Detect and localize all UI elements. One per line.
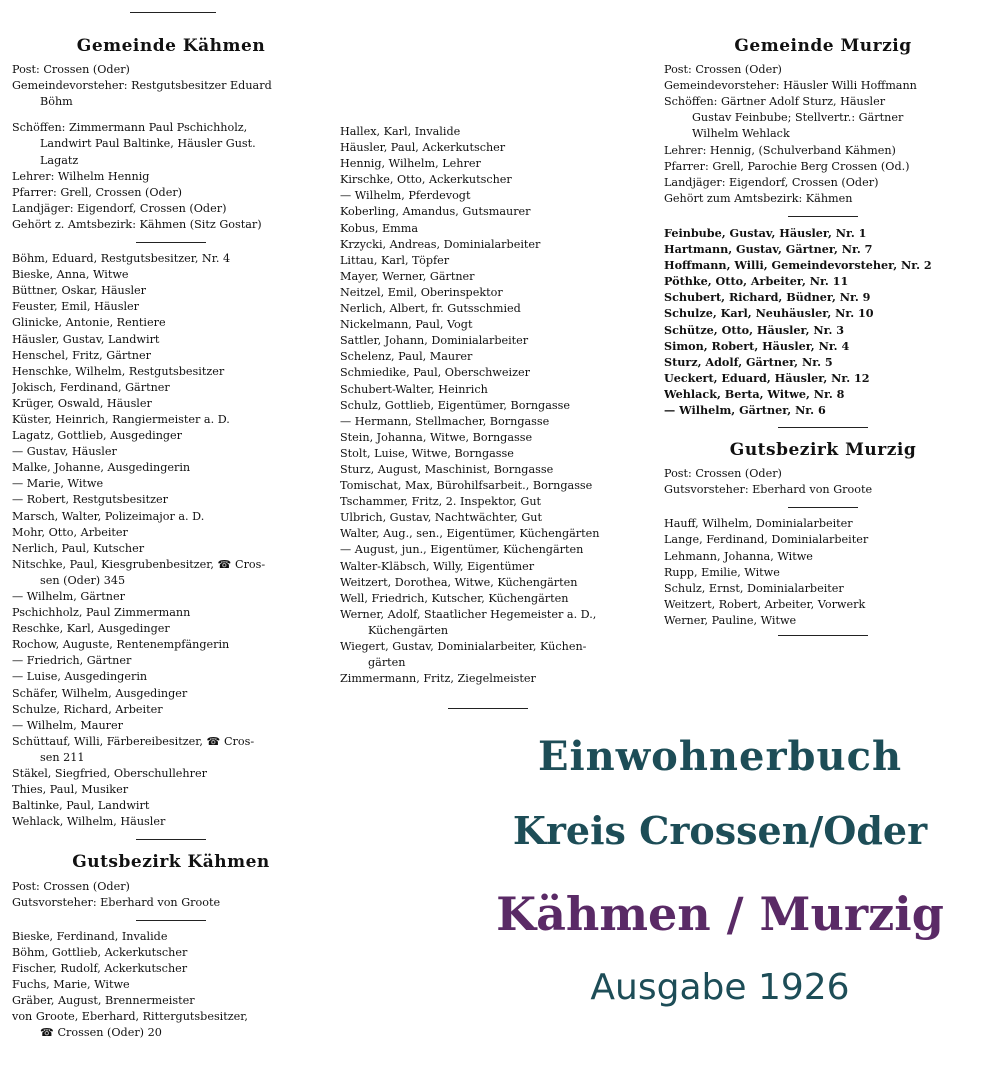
resident-entry: Nickelmann, Paul, Vogt (340, 318, 473, 332)
resident-entry: Nerlich, Albert, fr. Gutsschmied (340, 302, 521, 316)
divider (778, 427, 868, 428)
resident-entry: Simon, Robert, Häusler, Nr. 4 (664, 338, 850, 353)
resident-entry: Schulze, Richard, Arbeiter (12, 702, 163, 716)
resident-entry: Kirschke, Otto, Ackerkutscher (340, 173, 512, 187)
resident-entry: Ulbrich, Gustav, Nachtwächter, Gut (340, 511, 542, 525)
murzig-amtsbezirk: Gehört zum Amtsbezirk: Kähmen (664, 191, 853, 205)
resident-entry: Lagatz, Gottlieb, Ausgedinger (12, 429, 183, 443)
kaehmen-pfarrer: Pfarrer: Grell, Crossen (Oder) (12, 185, 183, 199)
resident-entry: Sattler, Johann, Dominialarbeiter (340, 334, 529, 348)
title-kreis: Kreis Crossen/Oder (512, 808, 928, 853)
title-block (470, 722, 970, 1018)
resident-entry: Malke, Johanne, Ausgedingerin (12, 461, 191, 475)
resident-entry: Pöthke, Otto, Arbeiter, Nr. 11 (664, 274, 849, 289)
divider (778, 635, 868, 636)
kaehmen-landjaeger: Landjäger: Eigendorf, Crossen (Oder) (12, 201, 227, 215)
resident-entry: Schütze, Otto, Häusler, Nr. 3 (664, 322, 845, 337)
resident-entry: Hauff, Wilhelm, Dominialarbeiter (664, 517, 853, 531)
resident-entry: Schelenz, Paul, Maurer (340, 350, 473, 364)
resident-entry: Sturz, August, Maschinist, Borngasse (340, 462, 554, 476)
resident-entry: Schmiedike, Paul, Oberschweizer (340, 366, 530, 380)
resident-entry: Schäfer, Wilhelm, Ausgedinger (12, 686, 188, 700)
gutsbezirk-murzig-residents (664, 516, 982, 629)
resident-entry: Rochow, Auguste, Rentenempfängerin (12, 638, 230, 652)
murzig-schoeffen-cont: Gustav Feinbube; Stellvertr.: Gärtner (692, 111, 904, 125)
murzig-post: Post: Crossen (Oder) (664, 63, 782, 77)
heading-gutsbezirk-kaehmen: Gutsbezirk Kähmen (72, 852, 270, 873)
kaehmen-lehrer: Lehrer: Wilhelm Hennig (12, 169, 150, 183)
resident-entry: — Gustav, Häusler (12, 445, 117, 459)
resident-entry: Feuster, Emil, Häusler (12, 300, 140, 314)
resident-entry-cont: gärten (368, 656, 406, 670)
divider (136, 242, 206, 243)
kaehmen-schoeffen: Schöffen: Zimmermann Paul Pschichholz, (12, 121, 248, 135)
heading-gemeinde-murzig: Gemeinde Murzig (734, 36, 912, 56)
resident-entry: Hallex, Karl, Invalide (340, 125, 461, 138)
resident-entry: — Hermann, Stellmacher, Borngasse (340, 414, 550, 428)
resident-entry: Küster, Heinrich, Rangiermeister a. D. (12, 412, 230, 426)
murzig-lehrer: Lehrer: Hennig, (Schulverband Kähmen) (664, 143, 896, 157)
resident-entry: Hoffmann, Willi, Gemeindevorsteher, Nr. 2 (664, 258, 932, 273)
divider (448, 708, 528, 709)
kaehmen-vorsteher: Gemeindevorsteher: Restgutsbesitzer Eduard (12, 79, 272, 93)
kaehmen-amtsbezirk: Gehört z. Amtsbezirk: Kähmen (Sitz Gostar) (12, 217, 262, 231)
title-einwohnerbuch: Einwohnerbuch (537, 733, 903, 780)
resident-entry: Stolt, Luise, Witwe, Borngasse (340, 446, 514, 460)
spacer (12, 110, 330, 120)
murzig-landjaeger: Landjäger: Eigendorf, Crossen (Oder) (664, 175, 879, 189)
murzig-schoeffen: Schöffen: Gärtner Adolf Sturz, Häusler (664, 95, 886, 109)
resident-entry: Schubert-Walter, Heinrich (340, 382, 488, 396)
resident-entry: Littau, Karl, Töpfer (340, 253, 450, 267)
resident-entry: Fischer, Rudolf, Ackerkutscher (12, 961, 188, 975)
resident-entry: Weitzert, Robert, Arbeiter, Vorwerk (664, 597, 866, 611)
gutsbezirk-murzig-vorsteher: Gutsvorsteher: Eberhard von Groote (664, 483, 873, 497)
divider (788, 216, 858, 217)
resident-entry: Neitzel, Emil, Oberinspektor (340, 285, 503, 299)
divider (136, 839, 206, 840)
resident-entry-cont: sen (Oder) 345 (40, 573, 126, 587)
resident-entry: — Luise, Ausgedingerin (12, 670, 148, 684)
resident-entry: — Wilhelm, Pferdevogt (340, 189, 471, 203)
resident-entry: Thies, Paul, Musiker (12, 783, 129, 797)
resident-entry: Werner, Adolf, Staatlicher Hegemeister a. D., (340, 607, 597, 621)
gutsbezirk-kaehmen-post: Post: Crossen (Oder) (12, 879, 130, 893)
gutsbezirk-kaehmen-residents (12, 929, 330, 1042)
resident-entry: — Wilhelm, Gärtner (12, 590, 125, 603)
resident-entry: Krzycki, Andreas, Dominialarbeiter (340, 237, 541, 251)
kaehmen-schoeffen-cont2: Lagatz (40, 153, 79, 167)
resident-entry: Schulz, Gottlieb, Eigentümer, Borngasse (340, 398, 570, 412)
resident-entry: Ueckert, Eduard, Häusler, Nr. 12 (664, 370, 870, 385)
murzig-header (664, 62, 982, 207)
column-right (664, 34, 982, 644)
resident-entry: Jokisch, Ferdinand, Gärtner (12, 380, 170, 394)
resident-entry: Lehmann, Johanna, Witwe (664, 549, 813, 563)
kaehmen-post: Post: Crossen (Oder) (12, 63, 130, 77)
resident-entry: Lange, Ferdinand, Dominialarbeiter (664, 533, 869, 547)
resident-entry: Krüger, Oswald, Häusler (12, 396, 152, 410)
resident-entry: Wehlack, Wilhelm, Häusler (12, 815, 166, 829)
column-middle (340, 124, 640, 687)
resident-entry: — Robert, Restgutsbesitzer (12, 493, 168, 507)
murzig-residents (664, 225, 982, 418)
resident-entry: Sturz, Adolf, Gärtner, Nr. 5 (664, 354, 833, 369)
kaehmen-residents (12, 251, 330, 830)
resident-entry: Werner, Pauline, Witwe (664, 613, 797, 627)
murzig-pfarrer: Pfarrer: Grell, Parochie Berg Crossen (Od.) (664, 159, 910, 173)
resident-entry: Gräber, August, Brennermeister (12, 994, 195, 1008)
resident-entry: Glinicke, Antonie, Rentiere (12, 316, 166, 330)
column-left (12, 34, 330, 1041)
resident-entry: Mohr, Otto, Arbeiter (12, 525, 128, 539)
divider (788, 507, 858, 508)
resident-entry-cont: ☎ Crossen (Oder) 20 (40, 1026, 162, 1040)
top-rule (130, 12, 216, 13)
resident-entry: Büttner, Oskar, Häusler (12, 284, 146, 298)
murzig-vorsteher: Gemeindevorsteher: Häusler Willi Hoffmann (664, 79, 917, 93)
resident-entry: — August, jun., Eigentümer, Küchengärten (340, 543, 584, 557)
resident-entry: Nerlich, Paul, Kutscher (12, 541, 145, 555)
resident-entry: Tschammer, Fritz, 2. Inspektor, Gut (340, 495, 542, 509)
resident-entry: Mayer, Werner, Gärtner (340, 269, 475, 283)
divider (136, 920, 206, 921)
gutsbezirk-kaehmen-header (12, 879, 330, 911)
gutsbezirk-murzig-header (664, 466, 982, 498)
kaehmen-header (12, 62, 330, 233)
resident-entry: Fuchs, Marie, Witwe (12, 977, 130, 991)
resident-entry: Well, Friedrich, Kutscher, Küchengärten (340, 591, 569, 605)
resident-entry: — Marie, Witwe (12, 477, 104, 491)
resident-entry: — Wilhelm, Maurer (12, 718, 123, 732)
resident-entry: Böhm, Eduard, Restgutsbesitzer, Nr. 4 (12, 252, 231, 266)
resident-entry: Hartmann, Gustav, Gärtner, Nr. 7 (664, 242, 873, 257)
resident-entry: Wiegert, Gustav, Dominialarbeiter, Küchen- (340, 640, 587, 653)
resident-entry: Koberling, Amandus, Gutsmaurer (340, 205, 531, 219)
resident-entry: — Wilhelm, Gärtner, Nr. 6 (664, 402, 826, 417)
resident-entry: Wehlack, Berta, Witwe, Nr. 8 (664, 386, 845, 401)
resident-entry: Baltinke, Paul, Landwirt (12, 799, 150, 813)
kaehmen-vorsteher-cont: Böhm (40, 95, 73, 109)
murzig-schoeffen-cont2: Wilhelm Wehlack (692, 127, 790, 141)
resident-entry: Walter-Kläbsch, Willy, Eigentümer (340, 559, 535, 573)
resident-entry: Kobus, Emma (340, 221, 419, 235)
resident-entry-cont: Küchengärten (368, 623, 449, 637)
resident-entry: Zimmermann, Fritz, Ziegelmeister (340, 672, 536, 686)
resident-entry: Schulz, Ernst, Dominialarbeiter (664, 581, 844, 595)
resident-entry: Bieske, Ferdinand, Invalide (12, 929, 168, 943)
resident-entry: Schüttauf, Willi, Färbereibesitzer, ☎ Cros- (12, 734, 255, 748)
resident-entry: Stein, Johanna, Witwe, Borngasse (340, 430, 533, 444)
resident-entry: Feinbube, Gustav, Häusler, Nr. 1 (664, 225, 867, 240)
resident-entry: — Friedrich, Gärtner (12, 654, 132, 668)
resident-entry: Weitzert, Dorothea, Witwe, Küchengärten (340, 575, 578, 589)
resident-entry: Hennig, Wilhelm, Lehrer (340, 157, 481, 171)
heading-gemeinde-kaehmen: Gemeinde Kähmen (76, 36, 266, 56)
title-edition: Ausgabe 1926 (590, 967, 850, 1008)
gutsbezirk-kaehmen-vorsteher: Gutsvorsteher: Eberhard von Groote (12, 895, 221, 909)
resident-entry-cont: sen 211 (40, 750, 85, 764)
resident-entry: von Groote, Eberhard, Rittergutsbesitzer, (12, 1010, 248, 1024)
resident-entry: Henschel, Fritz, Gärtner (12, 348, 151, 362)
resident-entry: Böhm, Gottlieb, Ackerkutscher (12, 945, 188, 959)
title-places: Kähmen / Murzig (496, 887, 944, 941)
gutsbezirk-murzig-post: Post: Crossen (Oder) (664, 467, 782, 481)
heading-gutsbezirk-murzig: Gutsbezirk Murzig (729, 440, 917, 461)
resident-entry: Schulze, Karl, Neuhäusler, Nr. 10 (664, 306, 874, 321)
resident-entry: Reschke, Karl, Ausgedinger (12, 622, 170, 636)
resident-entry: Marsch, Walter, Polizeimajor a. D. (12, 509, 205, 523)
resident-entry: Stäkel, Siegfried, Oberschullehrer (12, 767, 207, 781)
resident-entry: Bieske, Anna, Witwe (12, 268, 129, 282)
kaehmen-schoeffen-cont: Landwirt Paul Baltinke, Häusler Gust. (40, 137, 256, 151)
resident-entry: Nitschke, Paul, Kiesgrubenbesitzer, ☎ Cros- (12, 557, 266, 571)
resident-entry: Schubert, Richard, Büdner, Nr. 9 (664, 290, 871, 305)
resident-entry: Rupp, Emilie, Witwe (664, 565, 780, 579)
resident-entry: Häusler, Paul, Ackerkutscher (340, 141, 506, 155)
resident-entry: Henschke, Wilhelm, Restgutsbesitzer (12, 364, 225, 378)
resident-entry: Tomischat, Max, Bürohilfsarbeit., Borngasse (340, 479, 593, 493)
resident-entry: Walter, Aug., sen., Eigentümer, Küchengärten (340, 527, 600, 541)
resident-entry: Häusler, Gustav, Landwirt (12, 332, 160, 346)
resident-entry: Pschichholz, Paul Zimmermann (12, 606, 191, 620)
